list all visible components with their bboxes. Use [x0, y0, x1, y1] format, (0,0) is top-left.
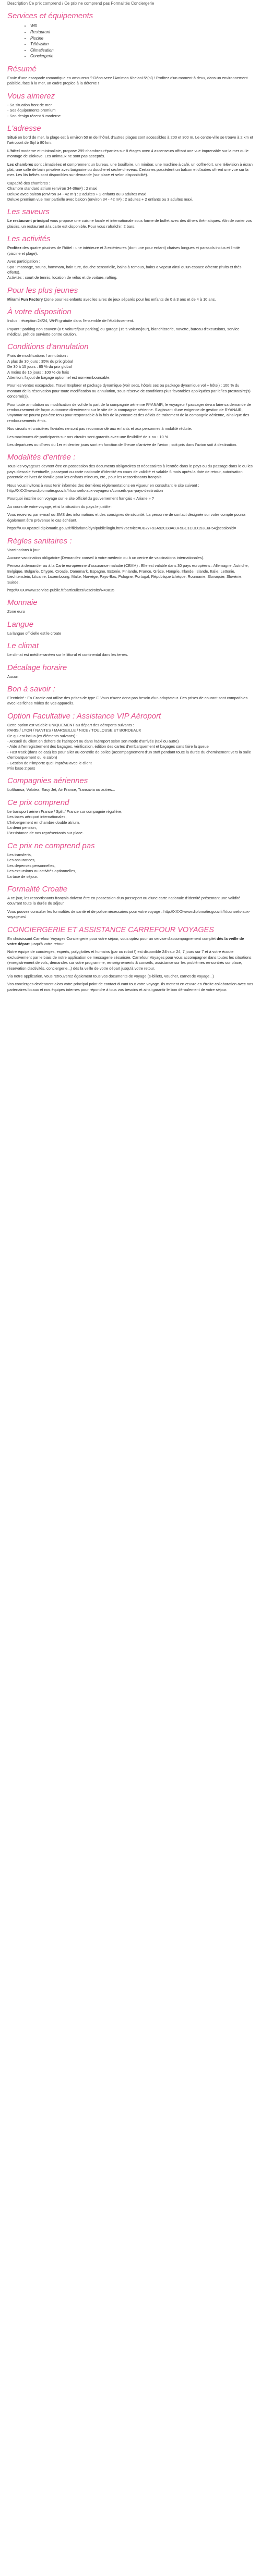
prix-comprend-title: Ce prix comprend [7, 798, 69, 807]
option-vip-list [7, 723, 254, 772]
adresse-hotel-bold: L'hôtel [7, 148, 20, 153]
adresse-situation-bold: Situé [7, 135, 17, 140]
ne-comprend-line: Les dépenses personnelles, [7, 863, 56, 868]
decalage-title: Décalage horaire [7, 663, 67, 672]
langue-title: Langue [7, 620, 34, 629]
conciergerie-intro-bold: dès la veille de votre départ [7, 936, 244, 946]
aimerez-line: - Ses équipements premium [7, 108, 56, 113]
comprend-line: La demi pension, [7, 825, 37, 831]
activites-text [7, 245, 254, 256]
service-item: • Wifi [30, 23, 254, 29]
saveurs-bold: Le restaurant principal [7, 218, 49, 224]
breadcrumb-intro: Description Ce prix comprend / Ce prix ne comprend pas Formalités Conciergerie [7, 1, 155, 6]
capacite-line: Deluxe avec balcon (environ 34 - 42 m²) : 2 adultes + 2 enfants ou 3 adultes maxi [7, 191, 147, 196]
adresse-hotel-text: moderne et minimaliste, propose 299 chambres réparties sur 8 étages avec 4 ascenseurs offrant une vue imprenable sur la mer ou le montage de Biokovo. Les animaux ne sont pas acceptés. [7, 148, 249, 159]
activites-list [7, 259, 254, 281]
conditions-list [7, 353, 254, 380]
conditions-line: Frais de modifications / annulation : [7, 353, 68, 358]
conditions-line: A moins de 15 jours : 100 % de frais [7, 369, 69, 375]
monnaie-text: Zone euro [7, 609, 25, 614]
comprend-line: L'assistance de nos représentants sur place. [7, 831, 84, 836]
adresse-chambres-bold: Les chambres [7, 162, 33, 167]
option-vip-title: Option Facultative : Assistance VIP Aéroport [7, 711, 161, 721]
ne-comprend-line: Les transferts, [7, 852, 32, 857]
modalites-text: Tous les voyageurs devront être en possession des documents obligatoires et nécessaires à l'entrée dans le pays ou du passage dans le ou les pays d'escale éventuelle, passeport ou carte nationale d'identité en cours de validité et valable 6 mois après la date de retour, autorisation parentale et livret de famille pour les enfants mineurs, etc., pour les ressortissants français. [7, 464, 253, 480]
comprend-line: Le transport aérien France / Split / France sur compagnie régulière, [7, 809, 123, 814]
disposition-inclus: Inclus : réception 24/24, Wi-Fi gratuite dans l'ensemble de l'établissement. [7, 318, 134, 324]
activites-line: Activités : court de tennis, location de vélos et de voiture, rafting. [7, 275, 117, 280]
conciergerie-text: Vos concierges deviennent alors votre principal point de contact durant tout votre voyage. Ils mettent en œuvre en étroite collaboration avec nos partenaires locaux et nos équipes internes pour répondre à tous vos besoins et ainsi garantir le bon déroulement de votre séjour. [7, 982, 253, 992]
compagnies-text: Lufthansa, Volotea, Easy Jet, Air France, Transavia ou autres... [7, 787, 115, 792]
climat-title: Le climat [7, 641, 39, 651]
conditions-line: A plus de 30 jours : 35% du prix global [7, 358, 73, 364]
modalites-text: Vous recevrez par e-mail ou SMS des informations et des consignes de sécurité. La personne de contact désignée sur votre compte pourra également être prévenue le cas échéant. [7, 512, 246, 523]
adresse-chambres [7, 162, 254, 178]
capacite-line: Deluxe premium vue mer partielle avec balcon (environ 34 - 42 m²) : 2 adultes + 2 enfants ou 3 adultes maxi. [7, 197, 193, 202]
saveurs-title: Les saveurs [7, 207, 50, 217]
prix-ne-comprend-title: Ce prix ne comprend pas [7, 841, 95, 850]
formalite-text: A ce jour, les ressortissants français doivent être en possession d'un passeport ou d'une carte nationale d'identité présentant une validité couvrant toute la durée du séjour. [7, 895, 241, 906]
capacite-line: Chambre standard atrium (environ 34-36m²) : 2 maxi [7, 186, 98, 191]
activites-line: Avec participation : [7, 259, 40, 264]
disposition-title: À votre disposition [7, 307, 72, 317]
option-line: - Aide à l'enregistrement des bagages, vérification, édition des cartes d'embarquement et bagages sans faire la queue [7, 744, 209, 749]
plus-jeunes-text [7, 297, 254, 302]
activites-title: Les activités [7, 234, 51, 244]
bon-a-savoir-title: Bon à savoir : [7, 684, 55, 693]
option-line: PARIS / LYON / NANTES / MARSEILLE / NICE / TOULOUSE ET BORDEAUX [7, 728, 141, 733]
page [0, 0, 261, 1000]
option-line: Ce qui est inclus (ex éléments suivants) : [7, 733, 78, 738]
conditions-text: Les maximums de participants sur nos circuits sont garantis avec une flexibilité de + ou - 10 %. [7, 434, 170, 439]
option-line: Cette option est valable UNIQUEMENT au départ des aéroports suivants : [7, 722, 134, 727]
services-list [7, 23, 254, 59]
modalites-text: Pourquoi inscrire son voyage sur le site officiel du gouvernement français « Ariane » ? [7, 496, 154, 501]
modalites-link: https://XXXXpastel.diplomatie.gouv.fr/fildariane/dyn/public/login.html?service=DB27F93A92CB8A83F5BC1CDD153E6F54;jsessionid= [7, 526, 236, 531]
adresse-situation-text: en bord de mer, la plage est à environ 50 m de l'hôtel, d'autres plages sont accessibles à 200 et 300 m. Le centre-ville se trouve à 2 km et l'aéroport de Sijil à 80 km. [7, 135, 253, 145]
modalites-title: Modalités d'entrée : [7, 453, 76, 462]
langue-text: La langue officielle est le croate [7, 630, 62, 636]
conditions-text: Pour toute annulation ou modification de vol de la part de la compagnie aérienne RYANAIR, le voyageur / passager devra faire sa demande de remboursement de façon autonome directement sur le site de la compagnie aérienne. S'agissant d'une exigence de gestion de RYANAIR, Voyamar ne pourra pas être tenu pour responsable à la fois de la procure et des délais de traitement de la compagnie aérienne, ainsi que des remboursements émis. [7, 402, 251, 423]
sanitaires-text: Pensez à demander ou à la Carte européenne d'assurance maladie (CEAM) : Elle est valable dans 30 pays européens : Allemagne, Autriche, Belgique, Bulgarie, Chypre, Croatie, Danemark, Espagne, Estonie, Finlande, France, Grèce, Hongrie, Irlande, Islande, Italie, Lettonie, Liechtenstein, Lituanie, Luxembourg, Malte, Norvège, Pays-Bas, Pologne, Portugal, République tchèque, Roumanie, Slovaquie, Slovénie, Suède. [7, 563, 249, 585]
conciergerie-text: Via notre application, vous retrouverez également tous vos documents de voyage (e-billets, voucher, carnet de voyage...) [7, 973, 214, 979]
aimerez-line: - Son design récent & moderne [7, 113, 61, 118]
disposition-payant: Payant : parking non couvert (8 € voiture/jour parking) ou garage (15 € voiture/jour), blanchisserie, navette, bureau d'excursions, service médical, prêt de serviette contre caution. [7, 326, 240, 337]
decalage-text: Aucun [7, 674, 18, 679]
resume-title: Résumé [7, 64, 37, 73]
conciergerie-text: Notre équipe de concierges, experts, polyglottes et humains (par ou robot !) est disponible 24h sur 24, 7 jours sur 7 et à votre écoute exclusivement par le biais de notre application de messagerie sécurisée, Carrefour Voyages pour vous accompagner dans toutes les situations (enregistrement de vols, demandes sur votre programme, renseignements & conseils, assistance sur les problèmes rencontrés sur place, réservation d'activités, conciergerie...) dès la veille de votre départ jusqu'à votre retour. [7, 949, 252, 971]
conditions-text: Nos circuits et croisières fluviales ne sont pas recommandé aux enfants et aux personnes à mobilité réduite. [7, 426, 192, 431]
service-item: • Restaurant [30, 29, 254, 35]
service-item: • Climatisation [30, 47, 254, 54]
conditions-text: Les départures ou dîners du 1er et dernier jours sont en fonction de l'heure d'arrivée de l'avion ; soit pris dans l'avion soit à destination. [7, 442, 238, 448]
adresse-hotel [7, 148, 254, 159]
aimerez-list [7, 103, 254, 119]
sanitaires-text: Vaccinations à jour. [7, 547, 41, 552]
prix-comprend-list [7, 809, 254, 836]
comprend-line: L'hébergement en chambre double atrium, [7, 820, 80, 825]
adresse-chambres-text: sont climatisées et comprennent un bureau, une bouilloire, un minibar, une machine à café, un coffre-fort, une télévision à écran plat, une salle de bain privative avec baignoire ou douche et sèche-cheveux. Certaines possèdent un balcon et d'autres offrent une vue sur la mer. Les lits bébés sont disponibles sur demande (sur place et selon disponibilité). [7, 162, 253, 178]
conditions-line: De 30 à 15 jours : 85 % du prix global [7, 364, 72, 369]
option-line: Prix base 2 pers [7, 766, 35, 771]
conciergerie-intro-c: jusqu'à votre retour. [29, 941, 65, 946]
ne-comprend-line: Les excursions ou activités optionnelles, [7, 869, 76, 874]
aimerez-line: - Sa situation front de mer [7, 102, 52, 107]
monnaie-title: Monnaie [7, 598, 38, 608]
activites-body: des quatre piscines de l'hôtel : une intérieure et 3 extérieures (dont une pour enfant) chaises longues et parasols inclus et limité (piscine et plage). [7, 245, 240, 256]
ne-comprend-line: Les assurances, [7, 858, 35, 863]
activites-line: Spa : massage, sauna, hammam, bain turc, douche sensorielle, bains à remous, bains a vapeur ainsi qu'un espace détente (fruits et thés offerts). [7, 264, 242, 275]
option-line: - Accueil du client en dehors de l'aéroport ou dans l'aéroport selon son mode d'arrivée (taxi ou autre) [7, 739, 179, 744]
climat-text: Le climat est méditerranéen sur le littoral et continental dans les terres. [7, 652, 128, 658]
comprend-line: Les taxes aéroport internationales, [7, 814, 67, 820]
saveurs-text [7, 218, 254, 229]
plus-jeunes-bold: Mirami Fun Factory [7, 296, 43, 302]
conciergerie-intro [7, 936, 254, 947]
conciergerie-title: CONCIERGERIE ET ASSISTANCE CARREFOUR VOYAGES [7, 925, 214, 934]
aimerez-title: Vous aimerez [7, 91, 55, 101]
conditions-title: Conditions d'annulation [7, 342, 89, 352]
adresse-title: L'adresse [7, 124, 41, 133]
service-item: • Conciergerie [30, 53, 254, 59]
resume-text: Envie d'une escapade romantique en amoureux ? Découvrez l'Amimeo Khelani 5*(nl) ! Profitez d'un moment à deux, dans un environnement paisible, face à la mer, un cadre propice à la détente ! [7, 75, 248, 86]
saveurs-body: vous propose une cuisine locale et internationale sous forme de buffet avec des dîners thématiques. Afin de varier vos plaisirs, un restaurant à la carte est disponible. Pour vous rafraîchir, 2 bars. [7, 218, 252, 229]
modalites-text: Au cours de votre voyage, et si la situation du pays le justifie : [7, 504, 113, 509]
service-item: • Télévision [30, 41, 254, 47]
ne-comprend-line: La taxe de séjour. [7, 874, 38, 879]
sanitaires-text: Aucune vaccination obligatoire (Demandez conseil à votre médecin ou à un centre de vaccinations internationales). [7, 555, 205, 560]
conditions-text: Pour les ventes escapades, Travel Explorer et package dynamique (voir secs, hôtels sec ou package dynamique vol + hôtel) : 100 % du montant de la réservation pour toute modification ou annulation, sous réserve de conditions plus favorables appliquées par le/les prestataire(s) concerné(s). [7, 383, 251, 399]
services-title: Services et équipements [7, 11, 93, 21]
compagnies-title: Compagnies aériennes [7, 776, 88, 786]
conciergerie-intro-a: En choisissant Carrefour Voyages Conciergerie pour votre séjour, vous optez pour un service d'accompagnement complet [7, 936, 217, 941]
activites-bold: Profitez [7, 245, 22, 251]
sanitaires-link: http://XXXXwww.service-public.fr/particuliers/vosdroits/R49815 [7, 587, 114, 592]
plus-jeunes-body: (zone pour les enfants avec les aires de jeux séparés pour les enfants de 0 à 3 ans et de 4 à 10 ans. [43, 296, 216, 302]
service-item: • Piscine [30, 35, 254, 42]
modalites-text: Nous vous invitons à vous tenir informés des dernières réglementations en vigueur en consultant le site suivant : http://XXXXwww.diplomatie.gouv.fr/fr/conseils-aux-voyageurs/conseils-par-pays-destination [7, 482, 199, 493]
sanitaires-title: Règles sanitaires : [7, 536, 72, 546]
prix-ne-comprend-list [7, 852, 254, 880]
option-line: - Fast track (dans ce cas) les pour aller au contrôle de police (accompagnement d'un staff pendant toute la durée du cheminement vers la salle d'embarquement ou le salon) [7, 749, 251, 760]
adresse-capacite [7, 181, 254, 203]
formalite-text: Vous pouvez consulter les formalités de santé et de police nécessaires pour votre voyage : http://XXXXwww.diplomatie.gouv.fr/fr/conseils-aux-voyageurs/ [7, 909, 250, 920]
plus-jeunes-title: Pour les plus jeunes [7, 286, 78, 295]
option-line: - Gestion de n'importe quel imprévu avec le client [7, 760, 92, 765]
formalite-title: Formalité Croatie [7, 884, 68, 894]
adresse-situation [7, 135, 254, 146]
conditions-line: Attention, l'ajout de bagage optionnel est non-remboursable. [7, 375, 111, 380]
bon-a-savoir-text: Electricité : En Croatie ont utilise des prises de type F. Vous n'avez donc pas besoin d'un adaptateur. Ces prises de courant sont compatibles avec les fiches mâles de vos appareils. [7, 695, 248, 706]
capacite-line: Capacité des chambres : [7, 180, 50, 185]
